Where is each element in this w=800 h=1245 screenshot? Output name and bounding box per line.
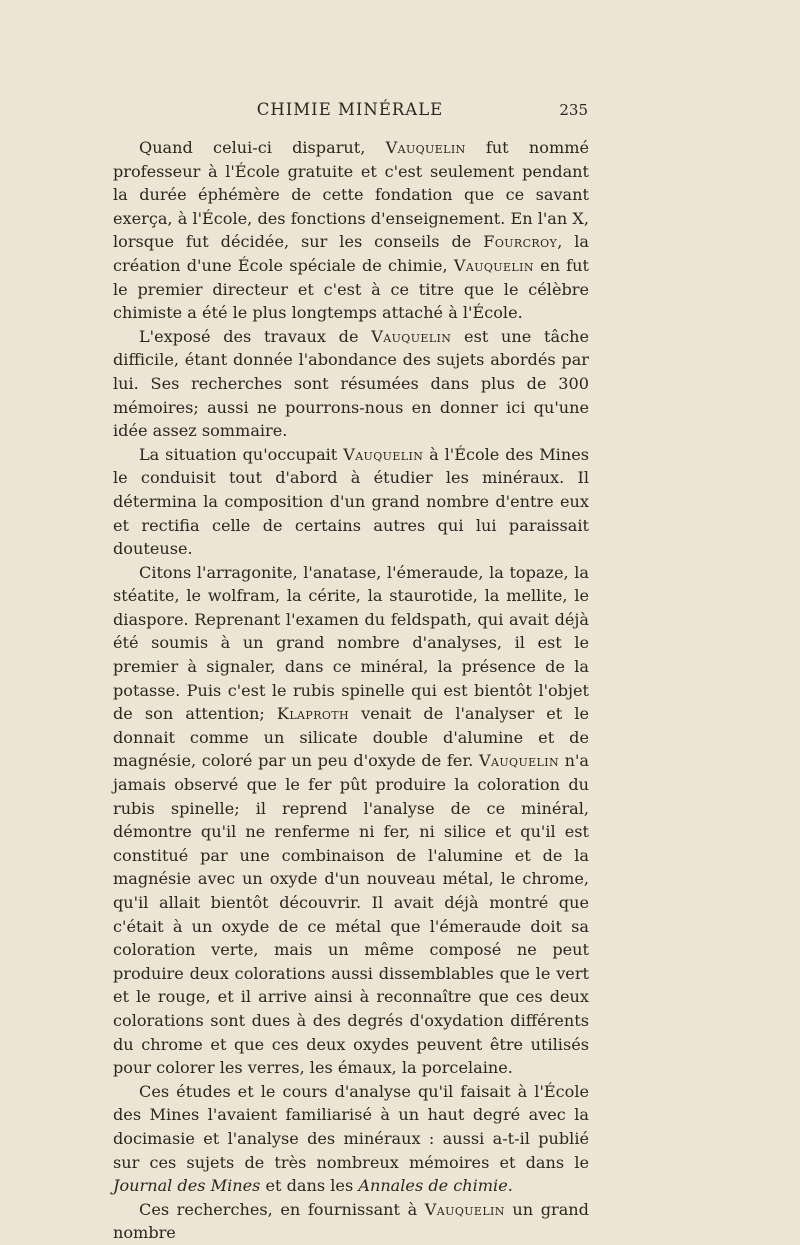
author-name: Klaproth [276,704,350,724]
author-name: Vauquelin [424,1199,505,1219]
author-name: Vauquelin [478,751,560,771]
text-run: venait de l'analyser et le donnait comme un silicate double d'alumine et de magnésie, coloré par un peu d'oxyde de fer. [113,704,589,771]
author-name: Vauquelin [343,444,424,464]
journal-title: Annales de chimie [358,1176,508,1196]
text-run: fut nommé professeur à l'École gratuite et c'est seulement pendant la durée éphémère de cette fondation que ce savant exerça, à l'École, des fonctions d'enseignement. En l'an X, lorsque fut décidée, sur les conseils de [113,138,589,252]
author-name: Fourcroy [483,232,558,252]
text-run: L'exposé des travaux de [139,326,372,346]
text-run: Ces études et le cours d'analyse qu'il faisait à l'École des Mines l'avaient familiarisé à un haut degré avec la docimasie et l'analyse des minéraux : aussi a-t-il publié sur ces sujets de très nombreux mémoires et dans le [113,1081,589,1172]
body-text [113,136,589,1245]
paragraph [113,136,589,325]
text-run: n'a jamais observé que le fer pût produire la coloration du rubis spinelle; il reprend l'analyse de ce minéral, démontre qu'il ne renferme ni fer, ni silice et qu'il est constitué par une combinaison de l'alumine et de la magnésie avec un oxyde d'un nouveau métal, le chrome, qu'il allait bientôt découvrir. Il avait déjà montré que c'était à un oxyde de ce métal que l'émeraude doit sa coloration verte, mais un même composé ne peut produire deux colorations aussi dissemblables que le vert et le rouge, et il arrive ainsi à reconnaître que ces deux colorations sont dues à des degrés d'oxydation différents du chrome et que ces deux oxydes peuvent être utilisés pour colorer les verres, les émaux, la porcelaine. [113,751,590,1078]
paragraph [113,443,589,561]
text-run: en fut le premier directeur et c'est à ce titre que le célèbre chimiste a été le plus longtemps attaché à l'École. [113,255,589,323]
text-run: à l'École des Mines le conduisit tout d'abord à étudier les minéraux. Il détermina la composition d'un grand nombre d'entre eux et rectifia celle de certains autres qui lui paraissait douteuse. [113,444,589,559]
text-run: Ces recherches, en fournissant à [139,1199,425,1219]
paragraph [113,561,589,1080]
text-run: La situation qu'occupait [139,444,344,464]
page-number: 235 [559,101,588,119]
text-run: , la création d'une École spéciale de chimie, [113,232,589,275]
journal-title: Journal des Mines [113,1176,261,1196]
paragraph [113,1198,589,1245]
text-run: Quand celui-ci disparut, [139,138,386,157]
running-header [112,100,588,124]
author-name: Vauquelin [371,326,452,346]
running-title: CHIMIE MINÉRALE [256,100,444,119]
paragraph [113,1080,589,1198]
text-run: est une tâche difficile, étant donnée l'abondance des sujets abordés par lui. Ses recherches sont résumées dans plus de 300 mémoires; aussi ne pourrons-nous en donner ici qu'une idée assez sommaire. [113,326,589,441]
text-run: et dans les [260,1176,359,1196]
text-run: . [507,1176,513,1196]
author-name: Vauquelin [385,138,466,157]
text-run: Citons l'arragonite, l'anatase, l'émeraude, la topaze, la stéatite, le wolfram, la cérite, la staurotide, la mellite, le diaspore. Reprenant l'examen du feldspath, qui avait déjà été soumis à un grand nombre d'analyses, il est le premier à signaler, dans ce minéral, la présence de la potasse. Puis c'est le rubis spinelle qui est bientôt l'objet de son attention; [113,562,589,724]
text-run: un grand nombre [113,1199,589,1243]
author-name: Vauquelin [453,255,534,275]
paragraph [113,325,589,443]
